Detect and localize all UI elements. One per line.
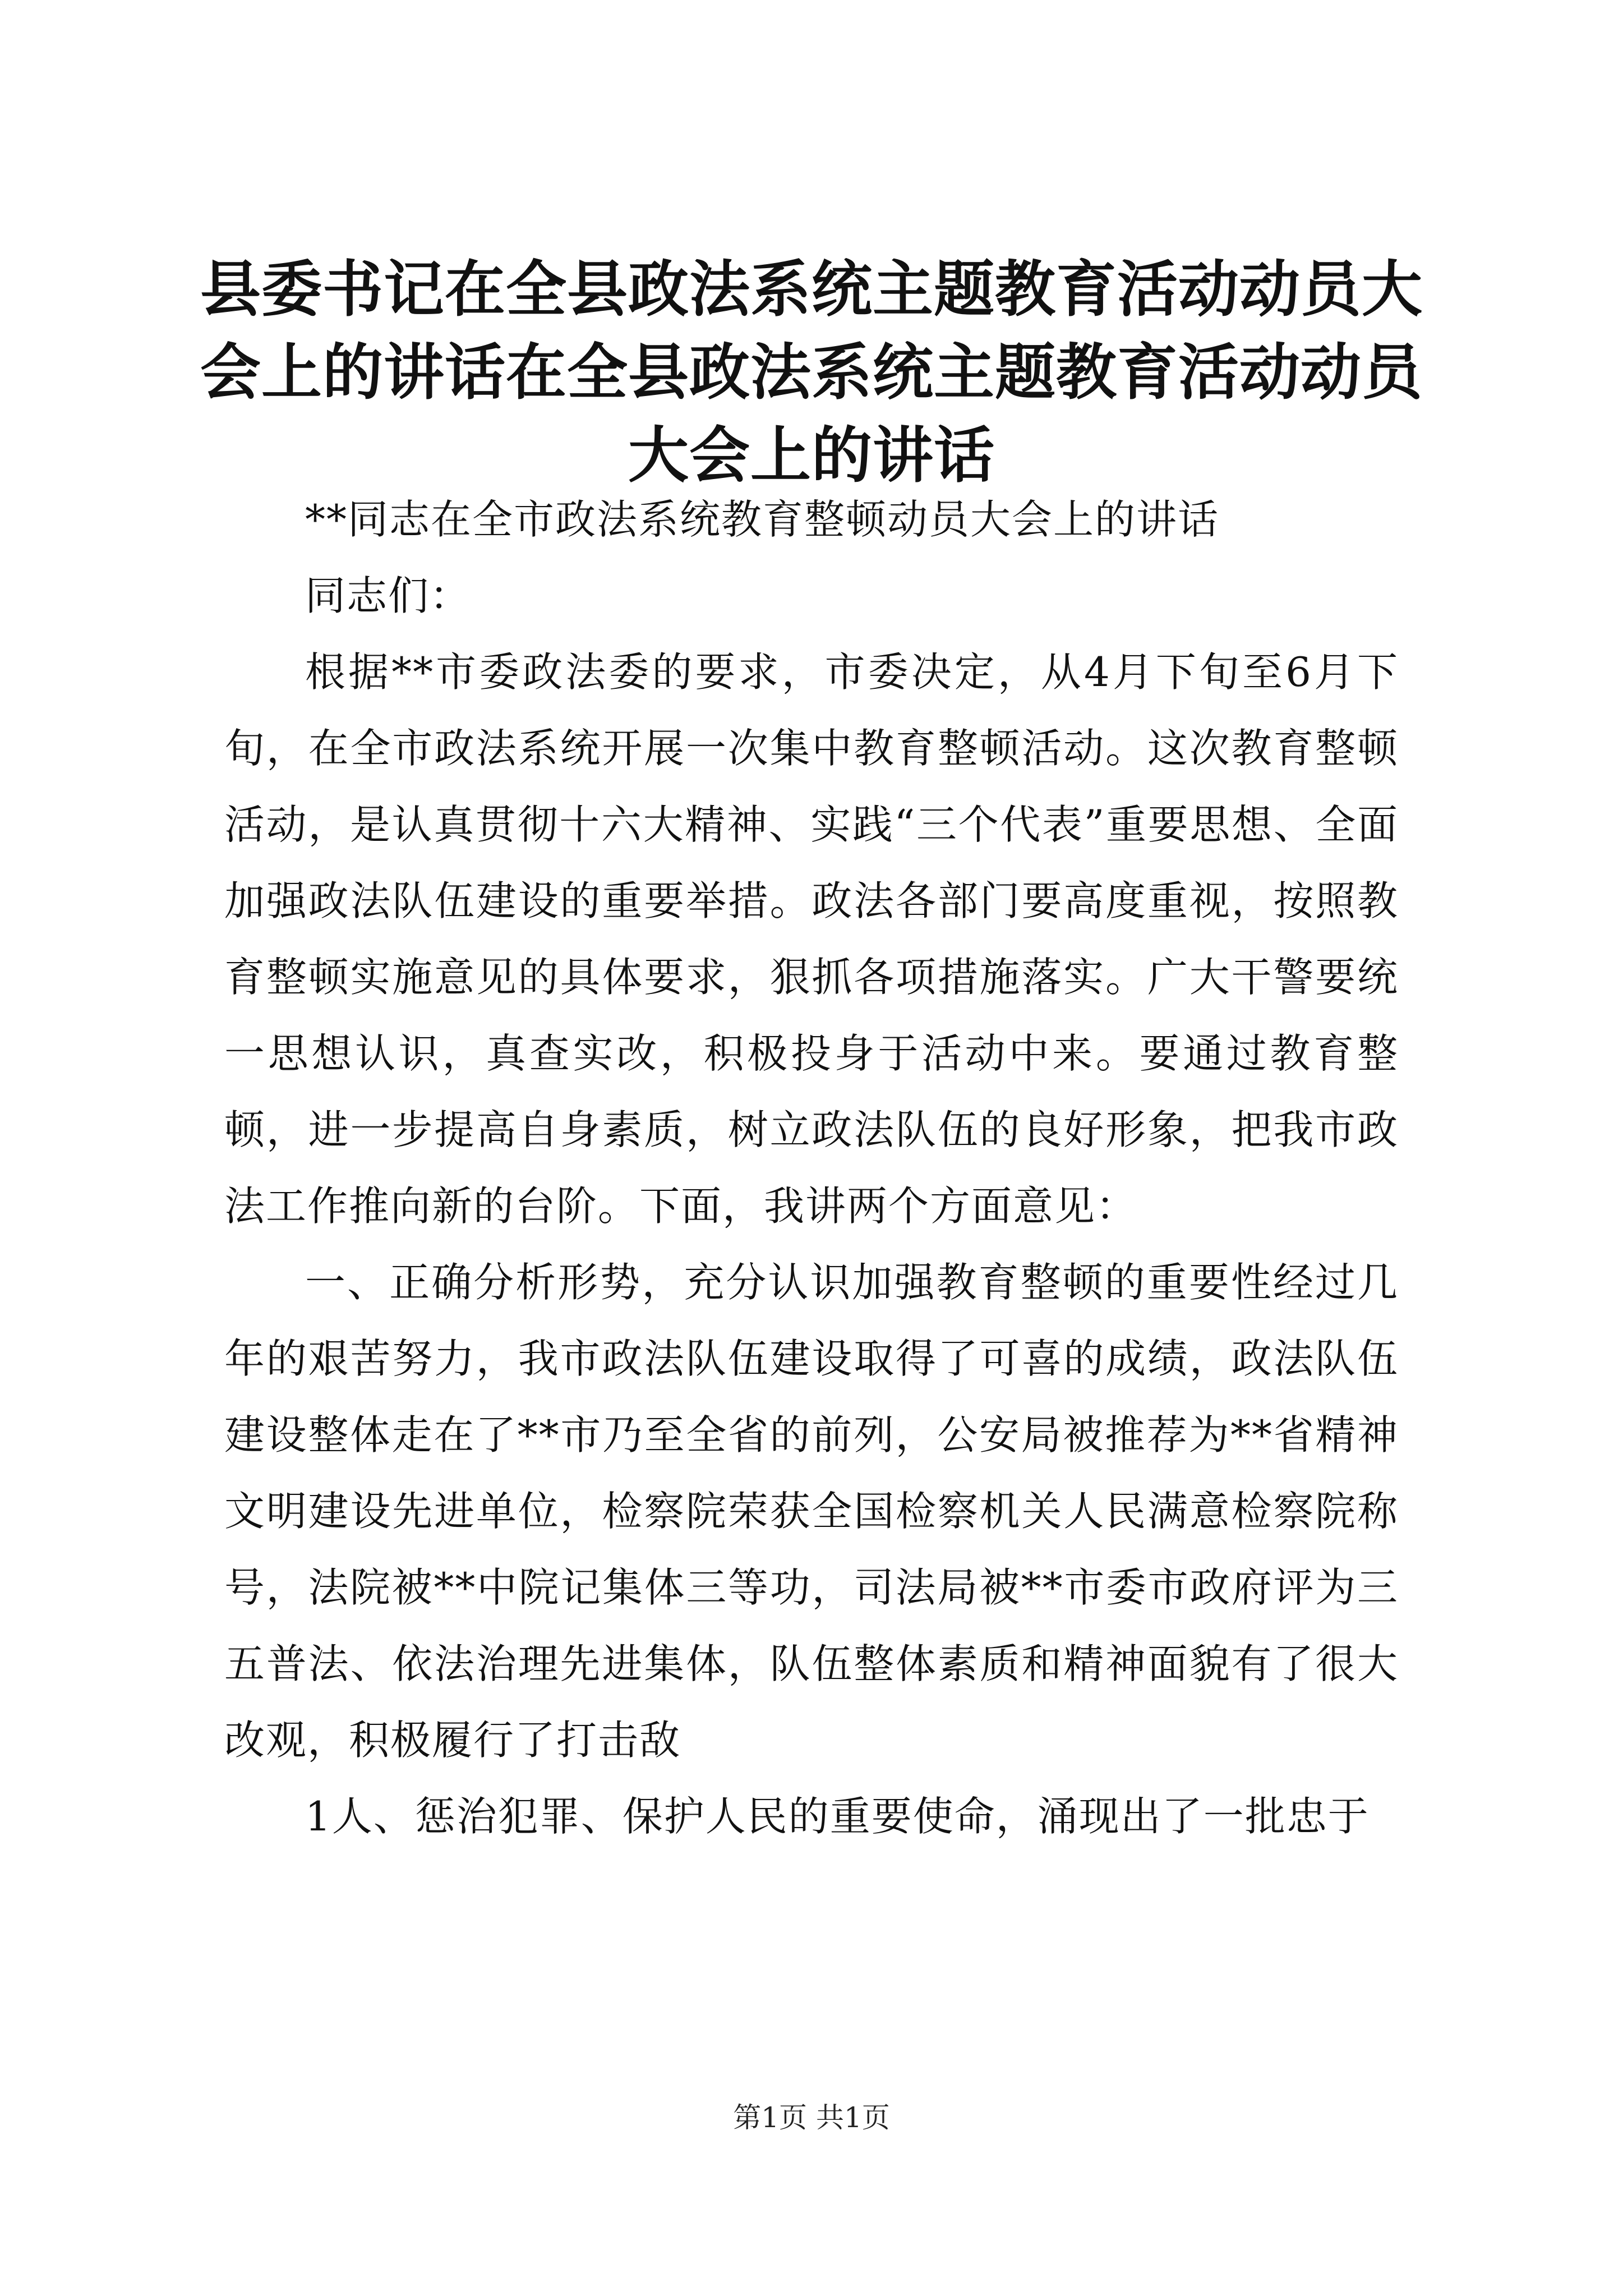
salutation: 同志们： <box>305 572 472 619</box>
paragraph-3: 1人、惩治犯罪、保护人民的重要使命，涌现出了一批忠于 <box>305 1793 1370 1840</box>
document-title: 县委书记在全县政法系统主题教育活动动员大会上的讲话在全县政法系统主题教育活动动员大会上的讲话 <box>200 254 1423 491</box>
document-body <box>224 481 1399 1855</box>
subtitle-line: **同志在全市政法系统教育整顿动员大会上的讲话 <box>305 496 1220 543</box>
paragraph-2: 一、正确分析形势，充分认识加强教育整顿的重要性经过几年的艰苦努力，我市政法队伍建设取得了可喜的成绩，政法队伍建设整体走在了**市乃至全省的前列，公安局被推荐为**省精神文明建设先进单位，检察院荣获全国检察机关人民满意检察院称号，法院被**中院记集体三等功，司法局被**市委市政府评为三五普法、依法治理先进集体，队伍整体素质和精神面貌有了很大改观，积极履行了打击敌 <box>224 1259 1399 1764</box>
page-footer: 第1页 共1页 <box>733 2101 890 2134</box>
paragraph-1: 根据**市委政法委的要求，市委决定，从4月下旬至6月下旬，在全市政法系统开展一次集中教育整顿活动。这次教育整顿活动，是认真贯彻十六大精神、实践“三个代表”重要思想、全面加强政法队伍建设的重要举措。政法各部门要高度重视，按照教育整顿实施意见的具体要求，狠抓各项措施落实。广大干警要统一思想认识，真查实改，积极投身于活动中来。要通过教育整顿，进一步提高自身素质，树立政法队伍的良好形象，把我市政法工作推向新的台阶。下面，我讲两个方面意见： <box>224 648 1399 1230</box>
